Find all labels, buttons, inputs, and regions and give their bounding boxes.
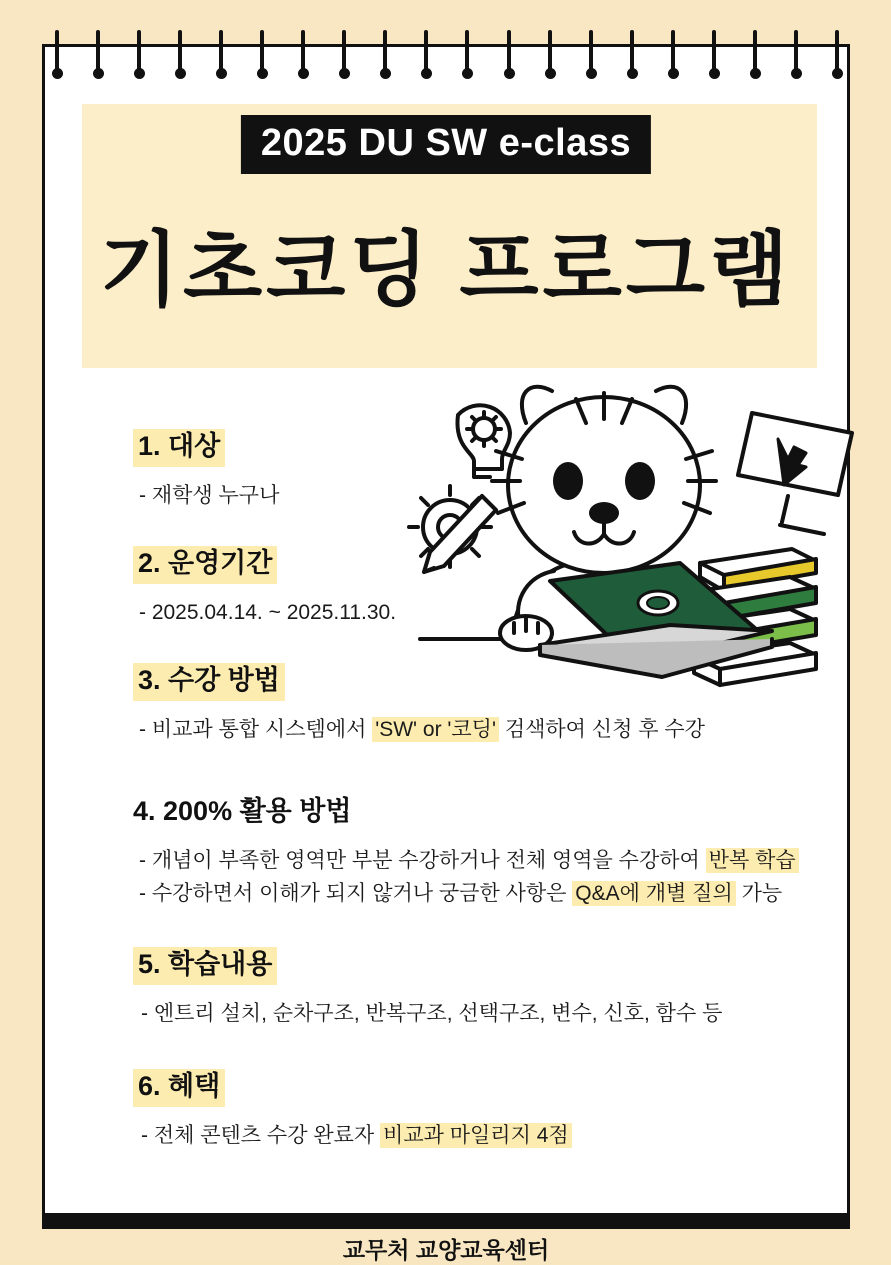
section-6-highlight: 비교과 마일리지 4점 [380,1123,572,1148]
section-body-2: - 2025.04.14. ~ 2025.11.30. [139,600,397,624]
section-title-4: 4. 200% 활용 방법 [133,796,352,826]
spiral-ring [52,30,62,82]
section-usage-tips [133,794,833,935]
spiral-ring [709,30,719,82]
section-body-1: - 재학생 누구나 [139,483,280,507]
spiral-ring [257,30,267,82]
poster-page [42,44,850,1263]
section-4-line2-post: 가능 [735,882,783,906]
gear-head-icon [457,405,510,477]
section-4-line-2 [139,877,833,911]
spiral-ring [339,30,349,82]
spiral-binding [52,30,842,86]
spiral-ring [750,30,760,82]
section-curriculum [133,947,722,1054]
section-body-4 [139,844,833,911]
poster-footer: 교무처 교양교육센터 [342,1237,550,1263]
spiral-ring [791,30,801,82]
monitor-cursor-icon [738,413,852,534]
section-target [133,429,279,536]
page-title: 기초코딩 프로그램 [99,225,793,316]
section-body-3 [139,713,833,747]
spiral-ring [298,30,308,82]
spiral-ring [462,30,472,82]
section-4-line2-pre: - 수강하면서 이해가 되지 않거나 궁금한 사항은 [139,882,573,906]
pencil-gear-icon [409,486,496,572]
section-body-6 [141,1119,572,1153]
tiger-mascot-with-laptop-illustration [400,377,870,707]
section-3-text-pre: - 비교과 통합 시스템에서 [139,717,373,741]
section-title-1: 1. 대상 [133,429,225,467]
section-body-5: - 엔트리 설치, 순차구조, 반복구조, 선택구조, 변수, 신호, 함수 등 [141,1001,723,1025]
section-4-line1-pre: - 개념이 부족한 영역만 부분 수강하거나 전체 영역을 수강하여 [139,848,706,872]
poster-eyebrow: 2025 DU SW e-class [241,115,651,174]
section-title-5: 5. 학습내용 [133,947,277,985]
spiral-ring [832,30,842,82]
section-4-line1-highlight: 반복 학습 [706,848,799,873]
section-6-text-pre: - 전체 콘텐츠 수강 완료자 [141,1123,381,1147]
section-title-3: 3. 수강 방법 [133,663,285,701]
spiral-ring [134,30,144,82]
page-bottom-edge [42,1213,850,1229]
spiral-ring [93,30,103,82]
spiral-ring [216,30,226,82]
spiral-ring [175,30,185,82]
spiral-ring [627,30,637,82]
section-period [133,546,396,653]
spiral-ring [668,30,678,82]
spiral-ring [380,30,390,82]
spiral-ring [586,30,596,82]
section-3-text-post: 검색하여 신청 후 수강 [498,717,705,741]
section-4-line2-highlight: Q&A에 개별 질의 [572,881,735,906]
spiral-ring [504,30,514,82]
section-3-highlight: 'SW' or '코딩' [372,717,499,742]
spiral-ring [545,30,555,82]
section-title-6: 6. 혜택 [133,1069,225,1107]
section-4-line-1 [139,844,833,878]
spiral-ring [421,30,431,82]
section-benefits [133,1069,572,1176]
section-title-2: 2. 운영기간 [133,546,277,584]
